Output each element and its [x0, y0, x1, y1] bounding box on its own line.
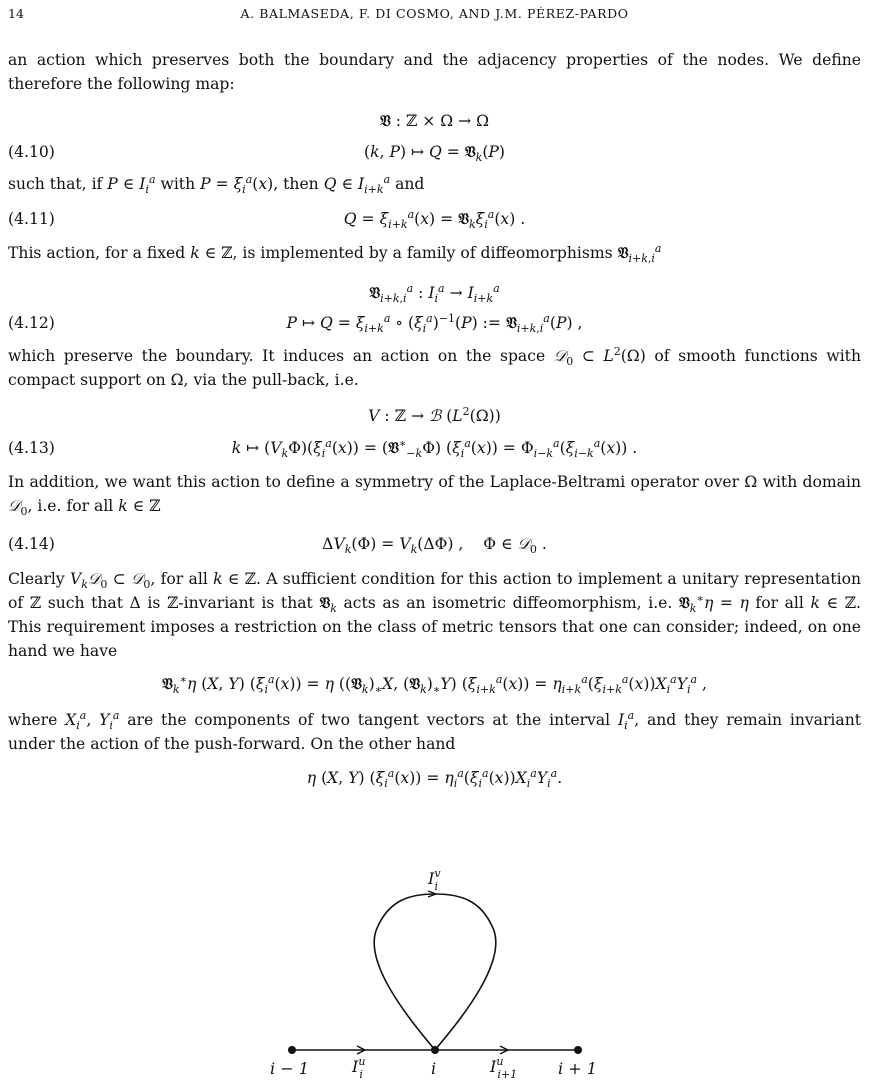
loop-label: $I^v$ i — [428, 867, 441, 893]
node-right — [574, 1046, 582, 1054]
paragraph-7: where $X_i^a$, $Y_i^a$ are the components of two tangent vectors at the interval $I_i^a$, and they remain invariant under the action of the push-forward. On the other hand — [8, 708, 862, 753]
equation-4-14: (4.14) $\Delta V_k(\Phi) = V_k(\Delta\Phi)$ , Φ ∈ 𝒟$_0$ . — [8, 532, 861, 556]
equation-number: (4.12) — [8, 314, 55, 332]
right-edge-label: $I^u$ i+1 — [490, 1055, 518, 1081]
equation-isometry-2: η (X, Y) $(\xi_i^a(x)) = \eta_i^a(\xi_i^a(x))X_i^aY_i^a$. — [306, 766, 563, 791]
paragraph-1: an action which preserves both the boundary and the adjacency properties of the nodes. We define therefore the following map: — [8, 51, 861, 93]
paragraph-5: In addition, we want this action to define a symmetry of the Laplace-Beltrami operator over Ω with domain 𝒟$_0$, i.e. for all k ∈ ℤ — [8, 473, 861, 519]
node-right-label: i + 1 — [558, 1059, 597, 1078]
equation-number: (4.14) — [8, 535, 55, 553]
graph-figure — [250, 860, 630, 1086]
equation-isometry-1: 𝔙$_k$∗η (X, Y) $(\xi_i^a(x)) = \eta$ ($(𝔙_k)_∗X$, $(𝔙_k)_∗Y$) $(\xi_{i+k}^a(x)) = \eta_{i+k}^a(\xi_{i+k}^a(x))X_i^aY_i^a$ , — [161, 672, 707, 697]
equation-4-10-line1: 𝔙 : ℤ × Ω → Ω — [379, 111, 490, 130]
equation-4-11: (4.11) $Q = \xi_{i+k}^a(x)$ = $𝔙_k\xi_i^a(x)$ . — [8, 207, 526, 232]
equation-4-13: (4.13) k ↦ $(V_k\Phi)(\xi_i^a(x))$ = (𝔙∗$_{-k}$Φ) $(\xi_i^a(x)) = \Phi_{i-k}^a(\xi_{i-k}^a(x))$ . — [8, 436, 638, 461]
equation-number: (4.11) — [8, 210, 55, 228]
equation-4-10: (4.10) (k, P) ↦ Q = 𝔙$_k$(P) — [8, 142, 506, 165]
equation-number: (4.10) — [8, 143, 55, 161]
paragraph-4: which preserve the boundary. It induces an action on the space 𝒟$_0$ ⊂ $L^2(\Omega)$ of smooth functions with compact support on Ω, via the pull-back, i.e. — [8, 344, 861, 389]
running-title: A. BALMASEDA, F. DI COSMO, AND J.M. PÉREZ-PARDO — [240, 6, 629, 21]
left-edge-label: $I^u$ i — [352, 1055, 366, 1081]
edge-loop — [374, 894, 496, 1050]
equation-4-12: (4.12) P ↦ $Q = \xi_{i+k}^a$ ∘ $(\xi_i^a)^{-1}(P)$ := 𝔙$_{i+k,i}^a$(P) , — [8, 311, 583, 336]
equation-4-13-line1: V : ℤ → ℬ $(L^2(\Omega))$ — [368, 404, 501, 425]
node-center-label: i — [431, 1059, 437, 1078]
node-center — [431, 1046, 439, 1054]
equation-number: (4.13) — [8, 439, 55, 457]
equation-4-12-line1: 𝔙$_{i+k,i}^a$ : $I_i^a \to I_{i+k}^a$ — [369, 281, 500, 306]
paragraph-6: Clearly $V_k𝒟_0$ ⊂ 𝒟$_0$, for all k ∈ ℤ. A sufficient condition for this action to implement a unitary representation of ℤ such that Δ is ℤ-invariant is that 𝔙$_k$ acts as an isometric diffeomorphism, i.e. 𝔙$_k$∗η = η for all k ∈ ℤ. This requirement imposes a restriction on the class of metric tensors that one can consider; indeed, on one hand we have — [8, 570, 862, 660]
page-number: 14 — [8, 6, 24, 21]
paragraph-2: such that, if P ∈ $I_i^a$ with $P = \xi_i^a(x)$, then Q ∈ $I_{i+k}^a$ and — [8, 172, 425, 197]
node-left — [288, 1046, 296, 1054]
paragraph-3: This action, for a fixed k ∈ ℤ, is implemented by a family of diffeomorphisms 𝔙$_{i+k,i}^a$ — [8, 241, 662, 266]
node-left-label: i − 1 — [270, 1059, 309, 1078]
running-header — [8, 6, 861, 26]
